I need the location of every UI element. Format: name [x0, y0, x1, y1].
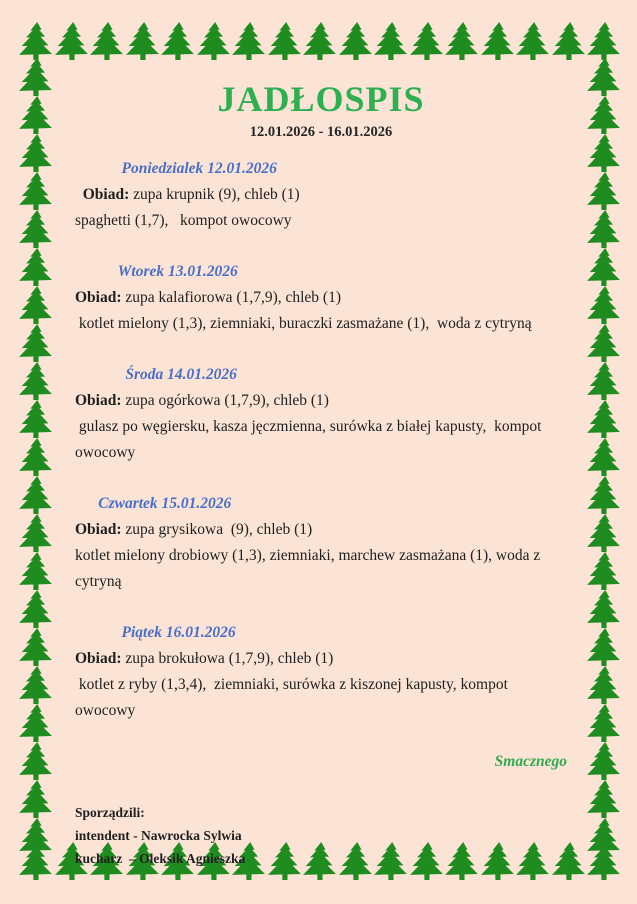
christmas-tree-icon: [586, 58, 621, 96]
christmas-tree-icon: [586, 286, 621, 324]
footer-line: intendent - Nawrocka Sylwia: [75, 828, 242, 843]
christmas-tree-icon: [18, 324, 53, 362]
day-section: [75, 156, 567, 234]
christmas-tree-icon: [515, 22, 550, 60]
day-lines: [75, 646, 567, 724]
christmas-tree-icon: [18, 552, 53, 590]
meal-label: Obiad:: [75, 289, 122, 306]
christmas-tree-icon: [18, 666, 53, 704]
day-section: [75, 259, 567, 337]
day-lines: [75, 285, 567, 337]
menu-line: [75, 208, 567, 234]
day-lines: [75, 517, 567, 595]
menu-line: [75, 517, 567, 543]
christmas-tree-icon: [18, 476, 53, 514]
day-lines: [75, 182, 567, 234]
christmas-tree-icon: [586, 476, 621, 514]
christmas-tree-icon: [586, 248, 621, 286]
christmas-tree-icon: [586, 666, 621, 704]
christmas-tree-icon: [586, 552, 621, 590]
christmas-tree-icon: [18, 400, 53, 438]
footer: [75, 801, 567, 870]
christmas-tree-icon: [18, 514, 53, 552]
christmas-tree-icon: [586, 324, 621, 362]
christmas-tree-icon: [18, 134, 53, 172]
christmas-tree-icon: [18, 742, 53, 780]
christmas-tree-icon: [18, 704, 53, 742]
meal-label: Obiad:: [75, 392, 122, 409]
menu-line-text: zupa brokułowa (1,7,9), chleb (1): [121, 650, 334, 667]
menu-content: [75, 74, 567, 870]
christmas-tree-icon: [373, 22, 408, 60]
christmas-tree-icon: [586, 362, 621, 400]
christmas-tree-icon: [18, 438, 53, 476]
christmas-tree-icon: [444, 22, 479, 60]
christmas-tree-icon: [18, 818, 53, 856]
christmas-tree-icon: [586, 400, 621, 438]
christmas-tree-icon: [586, 134, 621, 172]
christmas-tree-icon: [338, 22, 373, 60]
christmas-tree-icon: [586, 96, 621, 134]
menu-line: [75, 182, 567, 208]
menu-line-text: kotlet mielony drobiowy (1,3), ziemniaki, marchew zasmażana (1), woda z cytryną: [75, 547, 545, 590]
christmas-tree-icon: [586, 514, 621, 552]
menu-line-text: zupa ogórkowa (1,7,9), chleb (1): [121, 392, 329, 409]
christmas-tree-icon: [18, 172, 53, 210]
day-heading: Poniedzialek 12.01.2026: [75, 160, 277, 177]
christmas-tree-icon: [586, 22, 621, 60]
menu-line: [75, 414, 567, 466]
menu-line: [75, 388, 567, 414]
day-section: [75, 491, 567, 595]
day-lines: [75, 388, 567, 466]
menu-line-text: spaghetti (1,7), kompot owocowy: [75, 212, 292, 229]
christmas-tree-icon: [586, 628, 621, 666]
christmas-tree-icon: [586, 818, 621, 856]
day-heading: Środa 14.01.2026: [75, 366, 237, 383]
meal-label: Obiad:: [75, 186, 130, 203]
prepared-label: Sporządzili:: [75, 805, 145, 820]
menu-line: [75, 311, 567, 337]
day-list: [75, 156, 567, 724]
christmas-tree-icon: [18, 210, 53, 248]
day-section: [75, 620, 567, 724]
tree-border-top: [18, 22, 621, 60]
meal-label: Obiad:: [75, 650, 122, 667]
date-range: 12.01.2026 - 16.01.2026: [249, 124, 393, 140]
page-title: JADŁOSPIS: [217, 79, 425, 119]
christmas-tree-icon: [18, 96, 53, 134]
menu-line-text: zupa krupnik (9), chleb (1): [129, 186, 300, 203]
christmas-tree-icon: [54, 22, 89, 60]
menu-line: [75, 646, 567, 672]
christmas-tree-icon: [18, 362, 53, 400]
tree-border-right: [586, 58, 621, 845]
tree-border-left: [18, 58, 53, 845]
christmas-tree-icon: [586, 742, 621, 780]
menu-line-text: zupa grysikowa (9), chleb (1): [121, 521, 313, 538]
christmas-tree-icon: [586, 780, 621, 818]
christmas-tree-icon: [586, 210, 621, 248]
closing-text: Smacznego: [494, 753, 567, 770]
christmas-tree-icon: [18, 58, 53, 96]
christmas-tree-icon: [586, 590, 621, 628]
day-heading: Czwartek 15.01.2026: [75, 495, 232, 512]
christmas-tree-icon: [89, 22, 124, 60]
christmas-tree-icon: [196, 22, 231, 60]
day-heading: Piątek 16.01.2026: [75, 624, 236, 641]
christmas-tree-icon: [160, 22, 195, 60]
christmas-tree-icon: [409, 22, 444, 60]
christmas-tree-icon: [231, 22, 266, 60]
christmas-tree-icon: [302, 22, 337, 60]
christmas-tree-icon: [18, 628, 53, 666]
footer-line: kucharz – Oleksik Agnieszka: [75, 851, 246, 866]
christmas-tree-icon: [586, 438, 621, 476]
day-section: [75, 362, 567, 466]
christmas-tree-icon: [18, 286, 53, 324]
menu-line-text: zupa kalafiorowa (1,7,9), chleb (1): [121, 289, 342, 306]
day-heading: Wtorek 13.01.2026: [75, 263, 238, 280]
christmas-tree-icon: [18, 22, 53, 60]
menu-line: [75, 543, 567, 595]
christmas-tree-icon: [18, 248, 53, 286]
menu-line-text: kotlet z ryby (1,3,4), ziemniaki, surówka z kiszonej kapusty, kompot owocowy: [75, 676, 512, 719]
meal-label: Obiad:: [75, 521, 122, 538]
christmas-tree-icon: [480, 22, 515, 60]
christmas-tree-icon: [125, 22, 160, 60]
menu-line-text: gulasz po węgiersku, kasza jęczmienna, surówka z białej kapusty, kompot owocowy: [75, 418, 546, 461]
christmas-tree-icon: [551, 22, 586, 60]
christmas-tree-icon: [18, 780, 53, 818]
christmas-tree-icon: [267, 22, 302, 60]
christmas-tree-icon: [586, 704, 621, 742]
christmas-tree-icon: [18, 590, 53, 628]
menu-line: [75, 672, 567, 724]
christmas-tree-icon: [586, 172, 621, 210]
menu-line-text: kotlet mielony (1,3), ziemniaki, buraczki zasmażane (1), woda z cytryną: [75, 315, 532, 332]
menu-line: [75, 285, 567, 311]
